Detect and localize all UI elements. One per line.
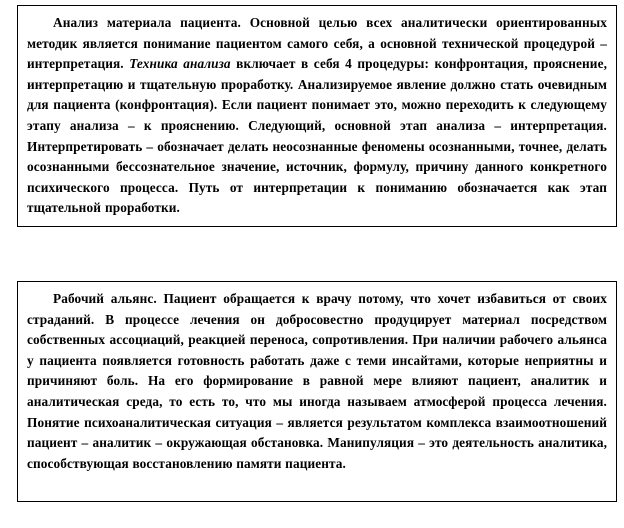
text-block-working-alliance <box>17 281 617 502</box>
paragraph-italic-analysis: Техника анализа <box>129 56 231 72</box>
paragraph-working-alliance <box>27 289 607 474</box>
paragraph-text-analysis-after: включает в себя 4 процедуры: конфронтация, прояснение, интерпретацию и тщательную проработку. Анализируемое явление должно стать очевидным для пациента (конфронтация). Если пациент понимает это, можно переходить к следующему этапу анализа – к прояснению. Следующий, основной этап анализа – интерпретация. Интерпретировать – обозначает делать неосознанные феномены осознанными, точнее, делать осознанными бессознательное значение, источник, формулу, причину данного конкретного психического процесса. Путь от интерпретации к пониманию обозначается как этап тщательной проработки. <box>27 56 607 216</box>
paragraph-text-analysis-before: Основной целью всех аналитически ориентированных методик является понимание пациентом самого себя, а основной технической процедурой – интерпретация. <box>27 15 607 72</box>
paragraph-lead-analysis: Анализ материала пациента. <box>53 15 241 30</box>
paragraph-text-working-alliance-before: Пациент обращается к врачу потому, что хочет избавиться от своих страданий. В процессе лечения он добросовестно продуцирует материал посредством собственных ассоциаций, реакцией переноса, сопротивления. При наличии рабочего альянса у пациента появляется готовность работать даже с теми инсайтами, которые неприятны и причиняют боль. На его формирование в равной мере влияют пациент, аналитик и аналитическая среда, то есть то, что мы иногда называем атмосферой процесса лечения. Понятие психоаналитическая ситуация – является результатом комплекса взаимоотношений пациент – аналитик – окружающая обстановка. Манипуляция – это деятельность аналитика, способствующая восстановлению памяти пациента. <box>27 291 608 471</box>
paragraph-lead-working-alliance: Рабочий альянс. <box>53 291 157 306</box>
text-block-analysis <box>17 5 617 227</box>
paragraph-analysis <box>27 13 607 219</box>
